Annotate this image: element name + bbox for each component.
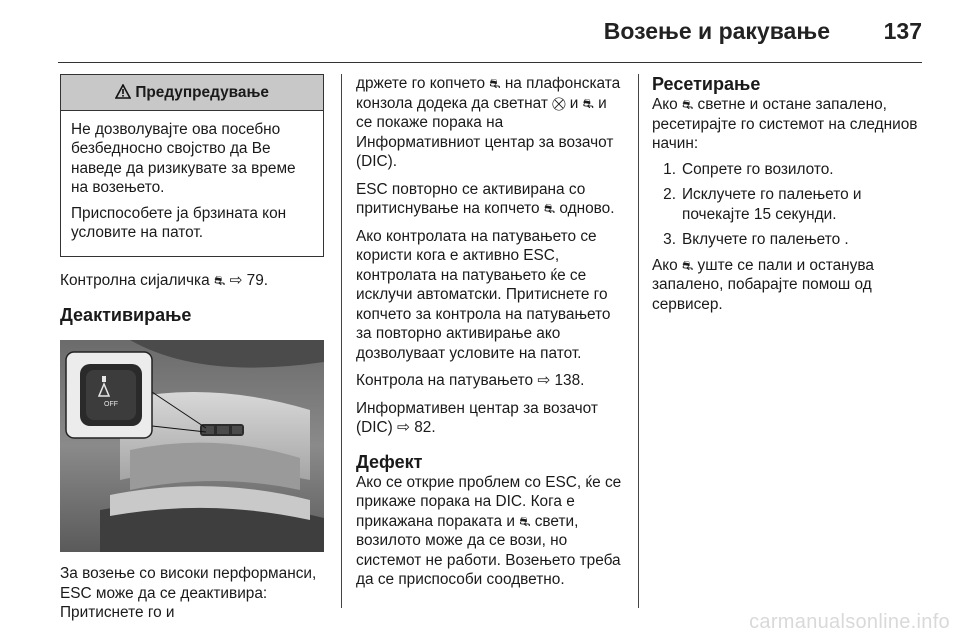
column-divider [638, 74, 639, 608]
header-divider [58, 62, 922, 63]
esc-icon: ⛐ [543, 201, 556, 216]
esc-icon: ⛐ [489, 76, 501, 91]
column-divider [341, 74, 342, 608]
list-item: 2. Исклучете го палењето и почекајте 15 секунди. [663, 186, 862, 223]
esc-off-label: OFF [104, 401, 118, 408]
esc-icon: ⛐ [682, 257, 694, 273]
paragraph: Ако контролата на патувањето се користи кога е активно ESC, контролата на патувањето ќе се исклучи автоматски. Притиснете го копчето за контрола на патувањето за повторно активирање ако дозволуваат условите на патот. [356, 227, 611, 362]
paragraph: држете го копчето ⛐ на плафонската конзола додека да светнат ⛒ и ⛐ и се покаже порака на Информативниот центар за возачот (DIC). [356, 75, 621, 170]
section-heading-deactivation: Деактивирање [60, 305, 192, 325]
esc-icon: ⛐ [582, 95, 594, 111]
list-item: 1. Сопрете го возилото. [663, 160, 834, 178]
column-middle [356, 74, 624, 590]
reset-steps-list [652, 160, 922, 250]
warning-text: Не дозволувајте ова посебно безбедносно својство да Ве наведе да ризикувате за време на возењето. [71, 120, 296, 196]
cross-reference: Информативен центар за возачот (DIC) ⇨ 82. [356, 399, 598, 436]
warning-header [61, 75, 323, 111]
warning-box [60, 74, 324, 257]
section-heading-fault: Дефект [356, 451, 423, 472]
list-item: 3. Вклучете го палењето . [663, 231, 849, 248]
deactivation-caption: За возење со високи перформанси, ESC може да се деактивира: Притиснете го и [60, 565, 317, 621]
esc-icon: ⛐ [682, 97, 694, 112]
control-lamp-text: Контролна сијаличка ⛐ ⇨ 79. [60, 271, 269, 289]
console-photo [60, 340, 324, 552]
page-header-title: Возење и ракување [603, 18, 830, 44]
warning-triangle-icon [115, 84, 135, 101]
paragraph: Ако се открие проблем со ESC, ќе се прикаже порака на DIC. Кога е прикажана пораката и ⛐ свети, возилото може да се вози, но системот не работи. Возењето треба да се приспособи соодветно. [356, 473, 622, 588]
esc-icon: ⛐ [519, 513, 531, 529]
warning-title: Предупредување [135, 84, 269, 101]
esc-off-icon: ⛒ [552, 95, 566, 111]
page-number: 137 [883, 18, 922, 44]
warning-text: Приспособете ја брзината кон условите на патот. [71, 204, 287, 241]
paragraph: Ако ⛐ светне и остане запалено, ресетирајте го системот на следниов начин: [652, 96, 918, 152]
ref-arrow-icon: ⇨ [397, 419, 410, 436]
esc-icon: ⛐ [213, 272, 226, 288]
section-heading-reset: Ресетирање [652, 74, 761, 94]
ref-arrow-icon: ⇨ [537, 372, 551, 389]
column-left [60, 74, 324, 623]
ref-arrow-icon: ⇨ [229, 271, 243, 289]
column-right [652, 74, 922, 314]
cross-reference: Контрола на патувањето ⇨ 138. [356, 372, 585, 389]
paragraph: ESC повторно се активирана со притиснување на копчето ⛐ одново. [356, 180, 615, 217]
watermark: carmanualsonline.info [749, 611, 950, 633]
paragraph: Ако ⛐ уште се пали и останува запалено, побарајте помош од сервисер. [652, 256, 874, 313]
